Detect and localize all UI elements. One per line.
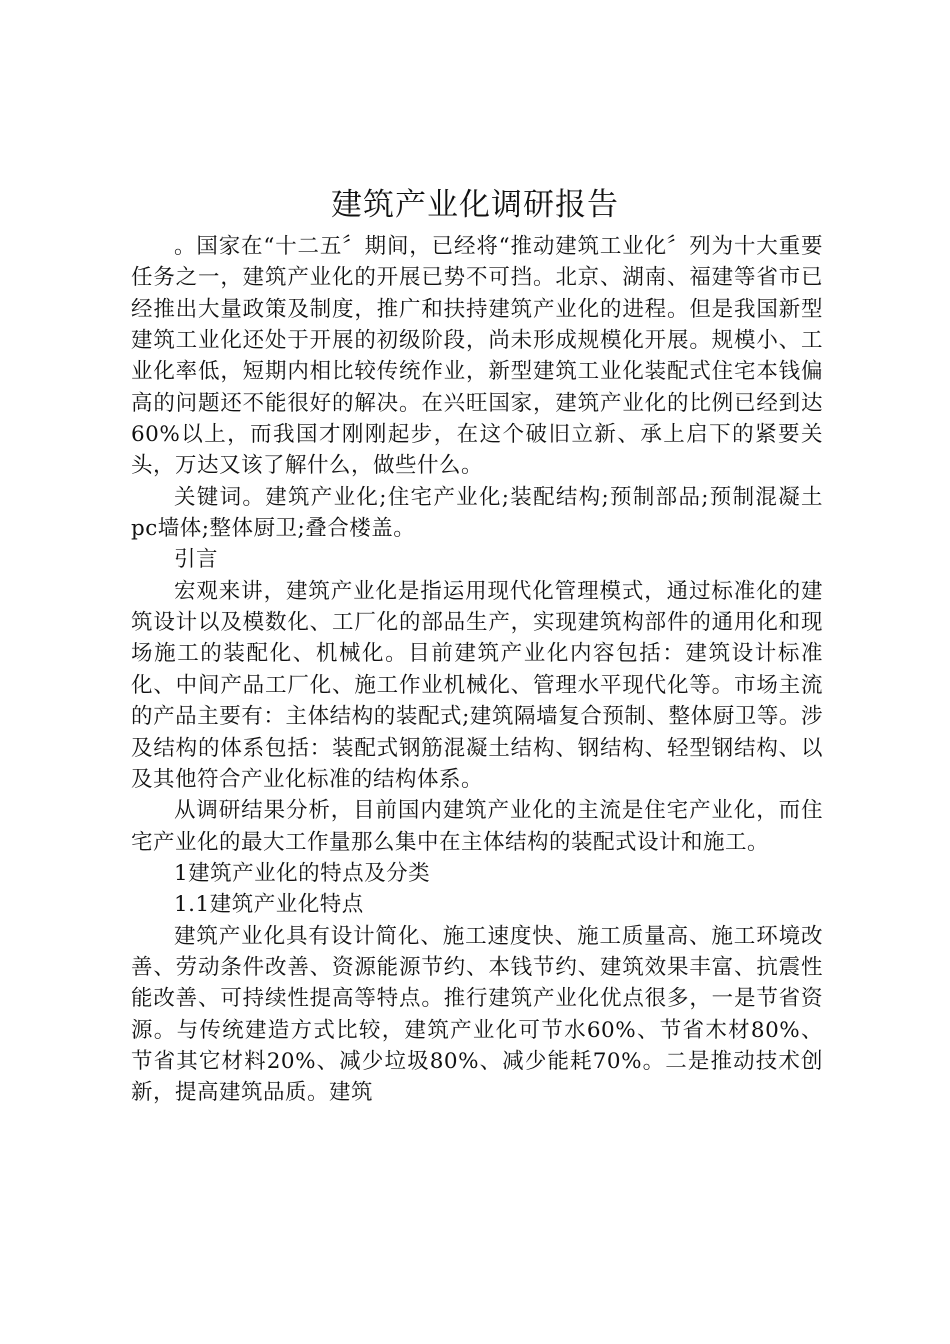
paragraph-macro-overview: 宏观来讲，建筑产业化是指运用现代化管理模式，通过标准化的建筑设计以及模数化、工厂化的部品生产，实现建筑构部件的通用化和现场施工的装配化、机械化。目前建筑产业化内容包括：建筑设计标准化、中间产品工厂化、施工作业机械化、管理水平现代化等。市场主流的产品主要有：主体结构的装配式;建筑隔墙复合预制、整体厨卫等。涉及结构的体系包括：装配式钢筋混凝土结构、钢结构、轻型钢结构、以及其他符合产业化标准的结构体系。 [131, 578, 823, 792]
paragraph-features: 建筑产业化具有设计简化、施工速度快、施工质量高、施工环境改善、劳动条件改善、资源能源节约、本钱节约、建筑效果丰富、抗震性能改善、可持续性提高等特点。推行建筑产业化优点很多，一是节省资源。与传统建造方式比较，建筑产业化可节水60%、节省木材80%、节省其它材料20%、减少垃圾80%、减少能耗70%。二是推动技术创新，提高建筑品质。建筑 [131, 923, 823, 1106]
paragraph-abstract: 。国家在“十二五〞期间，已经将“推动建筑工业化〞列为十大重要任务之一，建筑产业化的开展已势不可挡。北京、湖南、福建等省市已经推出大量政策及制度，推广和扶持建筑产业化的进程。但是我国新型建筑工业化还处于开展的初级阶段，尚未形成规模化开展。规模小、工业化率低，短期内相比较传统作业，新型建筑工业化装配式住宅本钱偏高的问题还不能很好的解决。在兴旺国家，建筑产业化的比例已经到达60%以上，而我国才刚刚起步，在这个破旧立新、承上启下的紧要关头，万达又该了解什么，做些什么。 [131, 234, 823, 479]
heading-introduction: 引言 [174, 547, 219, 573]
paragraph-keywords: 关键词。建筑产业化;住宅产业化;装配结构;预制部品;预制混凝土pc墙体;整体厨卫;叠合楼盖。 [131, 484, 823, 542]
paragraph-survey-results: 从调研结果分析，目前国内建筑产业化的主流是住宅产业化，而住宅产业化的最大工作量那么集中在主体结构的装配式设计和施工。 [131, 798, 823, 855]
document-title: 建筑产业化调研报告 [331, 187, 619, 223]
heading-section-1-1: 1.1建筑产业化特点 [174, 892, 364, 918]
heading-section-1: 1建筑产业化的特点及分类 [174, 860, 431, 886]
document-body [131, 231, 823, 1109]
